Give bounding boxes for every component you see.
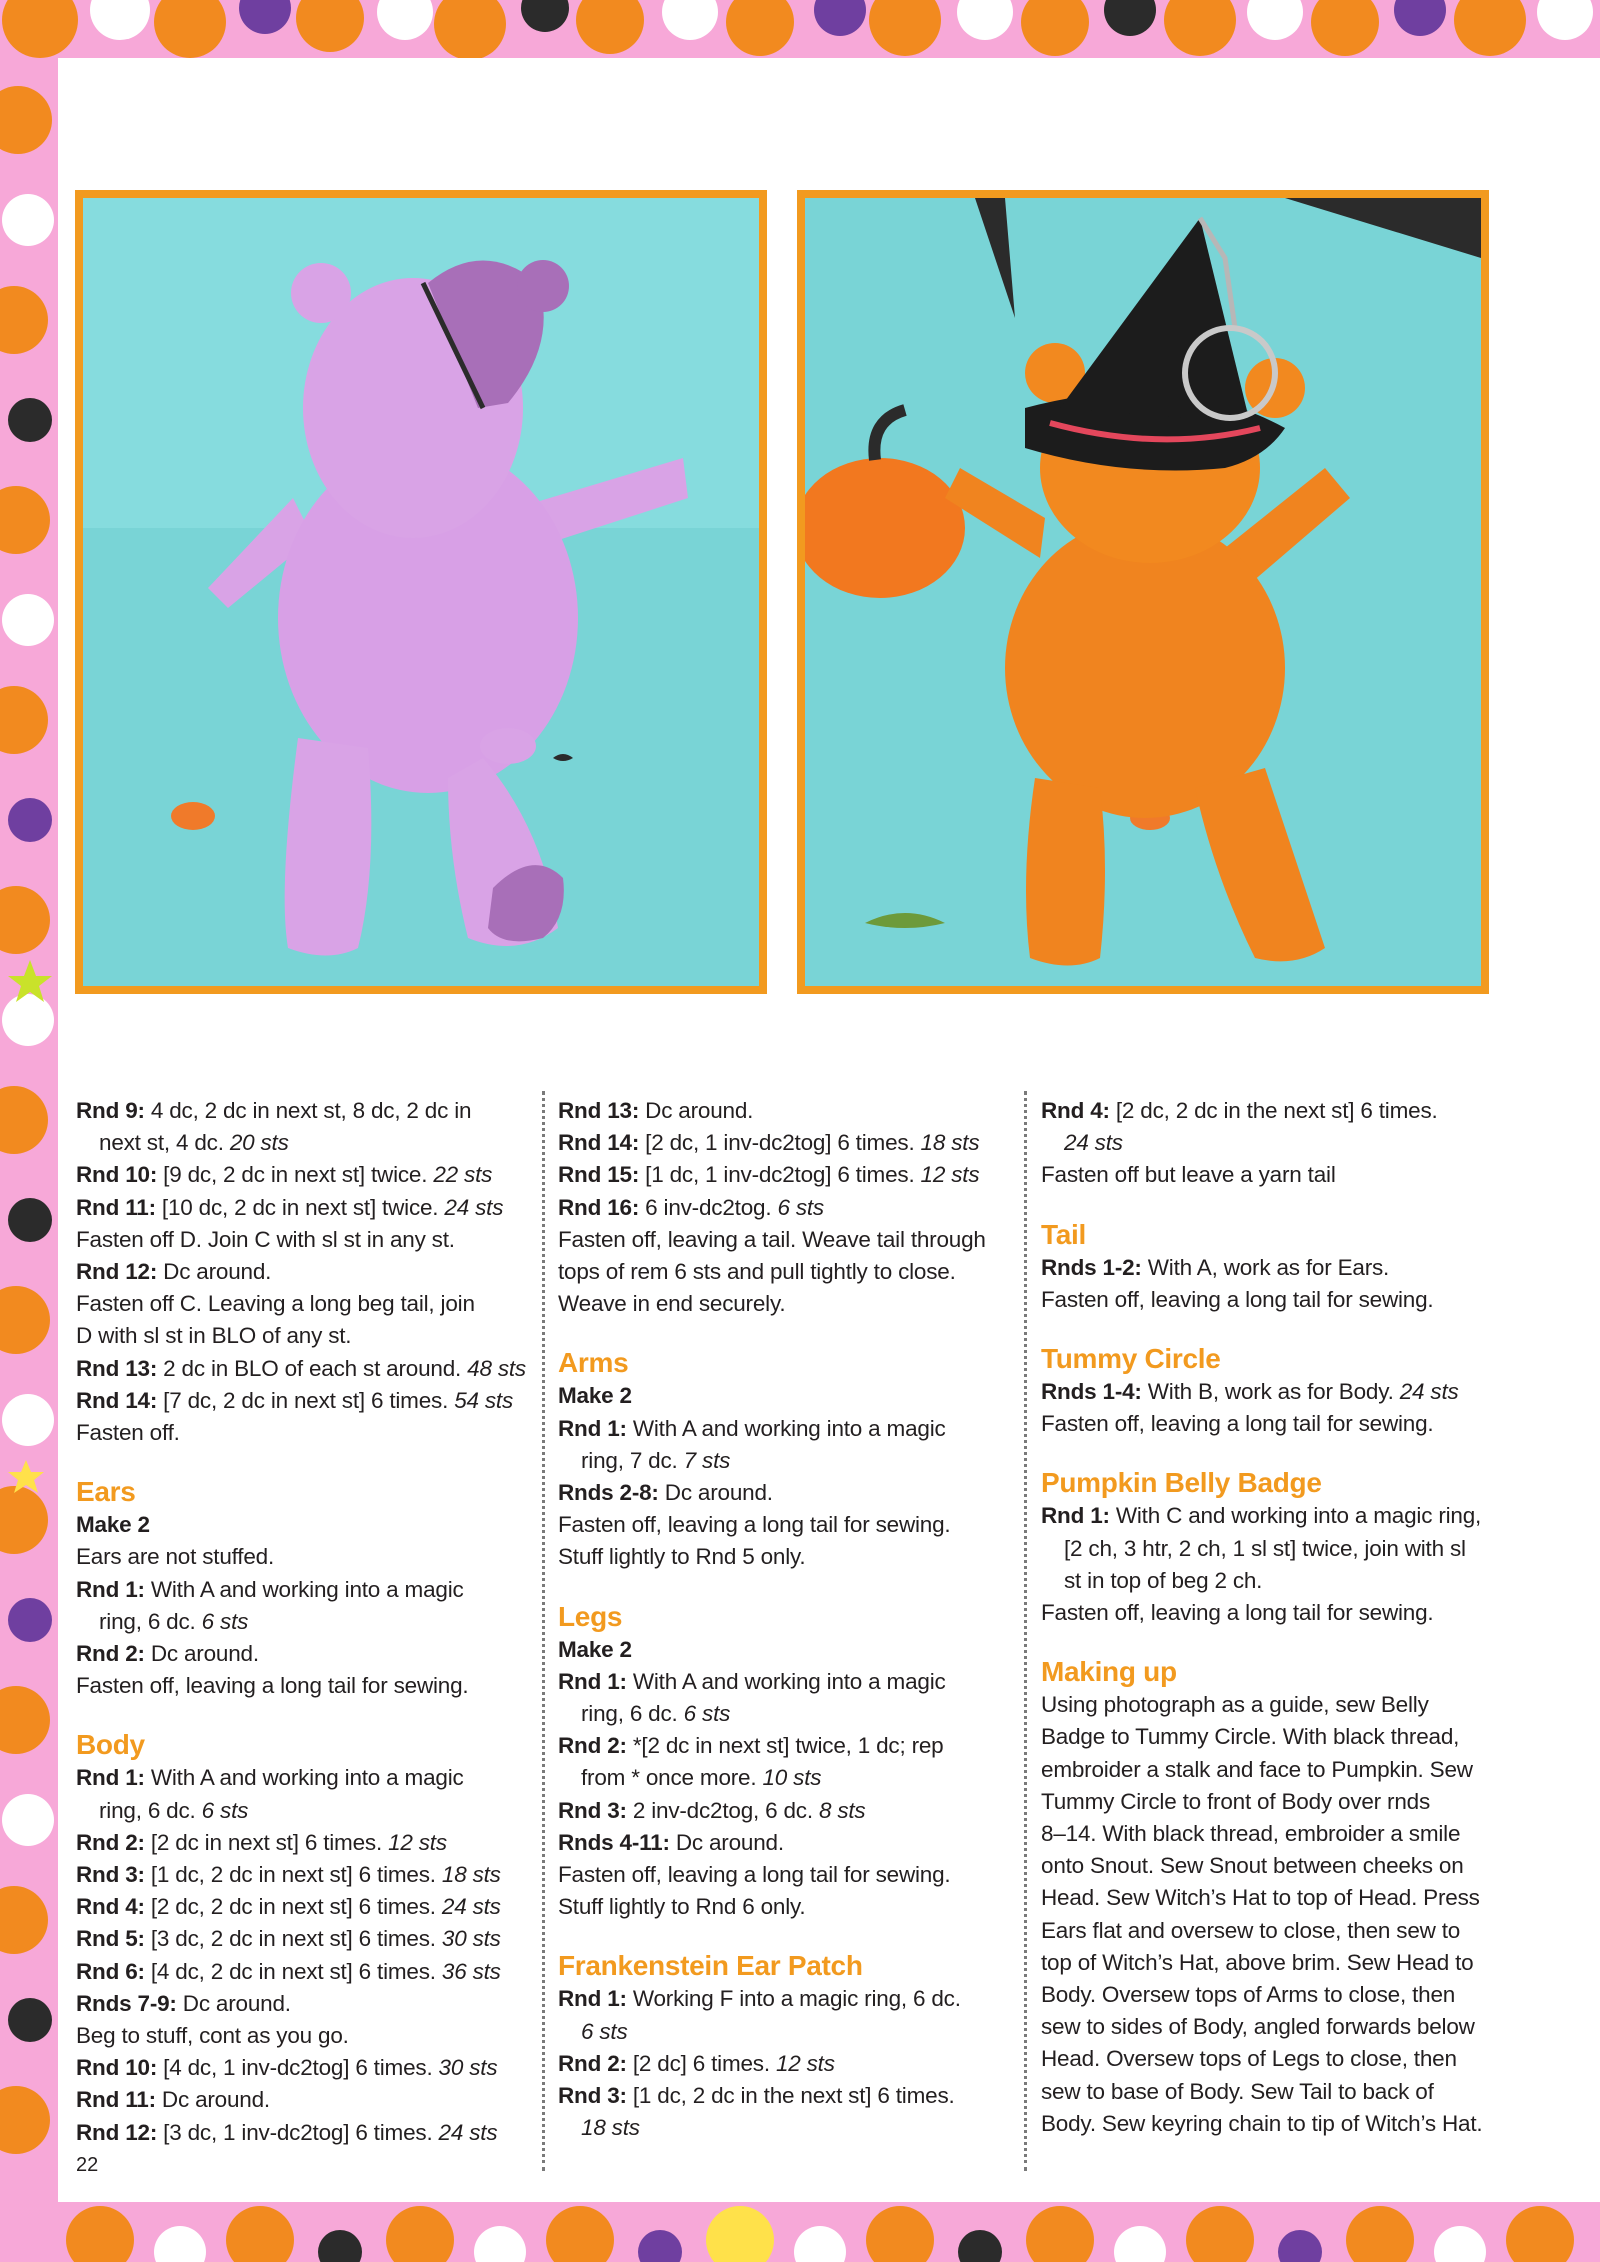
instruction-text: Head. Sew Witch’s Hat to top of Head. Press (1041, 1885, 1480, 1911)
round-label: Rnd 16: (558, 1194, 640, 1220)
section-heading: Pumpkin Belly Badge (1041, 1467, 1322, 1499)
section-heading: Arms (558, 1347, 629, 1379)
stitch-count: 36 sts (441, 1958, 501, 1984)
instruction-continuation (76, 1606, 531, 1638)
round-text: With A and working into a magic (626, 1415, 946, 1441)
round-instruction (76, 1956, 531, 1988)
instruction-text: Weave in end securely. (558, 1291, 786, 1317)
stitch-count: 12 sts (920, 1162, 980, 1188)
round-text: With A and working into a magic (626, 1668, 946, 1694)
round-instruction (558, 1477, 1013, 1509)
round-instruction (558, 1095, 1013, 1127)
section-heading: Tail (1041, 1218, 1086, 1250)
round-instruction (76, 1923, 531, 1955)
instruction-text: Stuff lightly to Rnd 6 only. (558, 1894, 806, 1920)
round-instruction (558, 2080, 1013, 2112)
instruction-continuation (76, 1127, 531, 1159)
round-text: Dc around. (639, 1098, 754, 1123)
instruction-text: Tummy Circle to front of Body over rnds (1041, 1788, 1430, 1814)
round-label: Rnd 1: (558, 1986, 627, 2012)
instruction-continuation (558, 1762, 1013, 1794)
round-instruction (76, 1827, 531, 1859)
round-label: Rnd 10: (76, 1162, 158, 1188)
round-label: Rnds 1-2: (1041, 1254, 1142, 1280)
round-text: Working F into a magic ring, 6 dc. (626, 1986, 961, 2012)
round-instruction (76, 1256, 531, 1288)
round-instruction (76, 1891, 531, 1923)
round-instruction (76, 2052, 531, 2084)
make-count: Make 2 (76, 1512, 150, 1538)
instruction-text: tops of rem 6 sts and pull tightly to close. (558, 1259, 956, 1285)
round-label: Rnd 1: (1041, 1503, 1110, 1529)
round-instruction (558, 2048, 1013, 2080)
instruction-text: Stuff lightly to Rnd 5 only. (558, 1544, 806, 1570)
round-text: next st, 4 dc. (99, 1130, 230, 1156)
instruction-text: Fasten off D. Join C with sl st in any st. (76, 1226, 455, 1252)
instruction-text: embroider a stalk and face to Pumpkin. Sew (1041, 1756, 1473, 1782)
round-instruction (76, 2117, 531, 2149)
stitch-count: 48 sts (467, 1355, 526, 1381)
instruction-text: Badge to Tummy Circle. With black thread, (1041, 1724, 1460, 1750)
round-instruction (76, 1638, 531, 1670)
stitch-count: 54 sts (454, 1387, 514, 1413)
stitch-count: 24 sts (444, 1194, 504, 1220)
stitch-count: 8 sts (818, 1797, 866, 1823)
round-label: Rnd 13: (558, 1098, 640, 1123)
instruction-text: Fasten off, leaving a long tail for sewing. (558, 1512, 951, 1538)
instruction-continuation (558, 1698, 1013, 1730)
round-instruction (558, 1127, 1013, 1159)
instruction-text: Ears flat and oversew to close, then sew to (1041, 1917, 1461, 1943)
round-text: ring, 6 dc. (99, 1608, 202, 1634)
round-instruction (76, 1859, 531, 1891)
instruction-text: Fasten off C. Leaving a long beg tail, join (76, 1291, 475, 1317)
round-text: [2 dc in next st] 6 times. (144, 1829, 389, 1855)
photo-purple-bear (75, 190, 767, 994)
stitch-count: 24 sts (1064, 1130, 1123, 1156)
stitch-count: 20 sts (229, 1130, 289, 1156)
round-text: Dc around. (176, 1990, 291, 2016)
round-text: 2 dc in BLO of each st around. (157, 1355, 468, 1381)
round-label: Rnd 3: (558, 2083, 627, 2109)
instruction-continuation (1041, 1127, 1496, 1159)
round-text: st in top of beg 2 ch. (1064, 1567, 1263, 1593)
instructions-column-2 (558, 1095, 1013, 2144)
round-text: With A, work as for Ears. (1141, 1254, 1390, 1280)
round-text: [2 dc, 2 dc in the next st] 6 times. (1109, 1098, 1438, 1123)
stitch-count: 7 sts (683, 1447, 731, 1473)
round-label: Rnd 5: (76, 1926, 145, 1952)
round-text: ring, 6 dc. (581, 1701, 684, 1727)
round-text: With A and working into a magic (144, 1576, 464, 1602)
round-text: Dc around. (144, 1641, 259, 1667)
round-text: [1 dc, 2 dc in next st] 6 times. (144, 1862, 442, 1888)
instruction-text: Fasten off, leaving a long tail for sewing. (76, 1673, 469, 1699)
instruction-text: Fasten off, leaving a long tail for sewing. (558, 1862, 951, 1888)
section-heading: Legs (558, 1600, 623, 1632)
stitch-count: 6 sts (201, 1608, 249, 1634)
round-text: [2 dc] 6 times. (626, 2050, 776, 2076)
round-text: With B, work as for Body. (1141, 1379, 1400, 1405)
round-label: Rnd 1: (76, 1576, 145, 1602)
round-text: [2 ch, 3 htr, 2 ch, 1 sl st] twice, join with sl (1064, 1535, 1466, 1561)
round-label: Rnd 1: (76, 1765, 145, 1791)
section-heading: Body (76, 1729, 145, 1761)
round-instruction (1041, 1500, 1496, 1532)
stitch-count: 24 sts (1399, 1379, 1459, 1405)
instruction-text: Fasten off, leaving a long tail for sewing. (1041, 1411, 1434, 1437)
round-instruction (558, 1159, 1013, 1191)
instruction-continuation (1041, 1565, 1496, 1597)
round-text: Dc around. (669, 1829, 784, 1855)
instructions-column-3 (1041, 1095, 1496, 2140)
round-label: Rnd 2: (558, 2050, 627, 2076)
round-text: [4 dc, 2 dc in next st] 6 times. (144, 1958, 442, 1984)
instruction-continuation (1041, 1533, 1496, 1565)
section-heading: Tummy Circle (1041, 1343, 1221, 1375)
round-text: 2 inv-dc2tog, 6 dc. (626, 1797, 819, 1823)
round-text: from * once more. (581, 1765, 763, 1791)
make-count: Make 2 (558, 1636, 632, 1662)
round-label: Rnd 14: (76, 1387, 158, 1413)
round-instruction (76, 1095, 531, 1127)
round-label: Rnd 3: (76, 1862, 145, 1888)
round-label: Rnds 4-11: (558, 1829, 670, 1855)
round-text: With C and working into a magic ring, (1109, 1503, 1482, 1529)
round-text: 6 inv-dc2tog. (639, 1194, 778, 1220)
round-instruction (76, 1762, 531, 1794)
instruction-continuation (558, 1445, 1013, 1477)
round-instruction (1041, 1252, 1496, 1284)
round-label: Rnd 12: (76, 1259, 158, 1285)
stitch-count: 10 sts (762, 1765, 822, 1791)
round-label: Rnds 1-4: (1041, 1379, 1142, 1405)
photo-orange-bear-witch-hat (797, 190, 1489, 994)
stitch-count: 6 sts (777, 1194, 824, 1220)
instruction-text: sew to sides of Body, angled forwards below (1041, 2014, 1475, 2040)
round-label: Rnd 10: (76, 2055, 158, 2081)
round-label: Rnd 14: (558, 1130, 640, 1156)
instruction-text: Head. Oversew tops of Legs to close, then (1041, 2046, 1457, 2072)
round-label: Rnd 11: (76, 2087, 156, 2113)
instruction-continuation (558, 2112, 1013, 2144)
round-text: Dc around. (157, 1259, 272, 1285)
round-label: Rnd 11: (76, 1194, 156, 1220)
round-instruction (76, 1574, 531, 1606)
instruction-text: top of Witch’s Hat, above brim. Sew Head to (1041, 1949, 1474, 1975)
round-text: [2 dc, 2 dc in next st] 6 times. (144, 1894, 442, 1920)
stitch-count: 24 sts (438, 2119, 498, 2145)
round-instruction (76, 1159, 531, 1191)
instruction-text: 8–14. With black thread, embroider a smile (1041, 1821, 1461, 1847)
round-instruction (558, 1795, 1013, 1827)
round-instruction (76, 1192, 531, 1224)
stitch-count: 24 sts (441, 1894, 501, 1920)
round-text: [3 dc, 1 inv-dc2tog] 6 times. (157, 2119, 439, 2145)
round-instruction (558, 1827, 1013, 1859)
section-heading: Frankenstein Ear Patch (558, 1950, 863, 1982)
round-label: Rnd 9: (76, 1098, 145, 1123)
stitch-count: 12 sts (388, 1829, 447, 1855)
instruction-text: Fasten off, leaving a long tail for sewing. (1041, 1600, 1434, 1626)
round-text: [4 dc, 1 inv-dc2tog] 6 times. (157, 2055, 439, 2081)
instruction-text: D with sl st in BLO of any st. (76, 1323, 352, 1349)
stitch-count: 30 sts (441, 1926, 501, 1952)
stitch-count: 6 sts (201, 1797, 249, 1823)
round-text: [9 dc, 2 dc in next st] twice. (157, 1162, 434, 1188)
instruction-text: onto Snout. Sew Snout between cheeks on (1041, 1853, 1464, 1879)
round-label: Rnd 2: (558, 1733, 627, 1759)
stitch-count: 18 sts (920, 1130, 980, 1156)
round-text: [7 dc, 2 dc in next st] 6 times. (157, 1387, 455, 1413)
round-instruction (76, 1988, 531, 2020)
instruction-text: Fasten off but leave a yarn tail (1041, 1162, 1336, 1188)
instruction-continuation (558, 2016, 1013, 2048)
round-text: With A and working into a magic (144, 1765, 464, 1791)
round-label: Rnd 3: (558, 1797, 627, 1823)
round-instruction (1041, 1095, 1496, 1127)
round-label: Rnd 15: (558, 1162, 640, 1188)
round-text: [1 dc, 2 dc in the next st] 6 times. (626, 2083, 955, 2109)
round-text: Dc around. (155, 2087, 270, 2113)
stitch-count: 6 sts (683, 1701, 731, 1727)
stitch-count: 18 sts (441, 1862, 501, 1888)
instruction-text: Body. Oversew tops of Arms to close, then (1041, 1982, 1456, 2008)
stitch-count: 12 sts (775, 2050, 835, 2076)
round-label: Rnd 2: (76, 1829, 145, 1855)
column-divider (542, 1091, 545, 2171)
round-text: *[2 dc in next st] twice, 1 dc; rep (626, 1733, 944, 1759)
round-label: Rnd 13: (76, 1355, 158, 1381)
page-number: 22 (76, 2154, 99, 2176)
instruction-text: Beg to stuff, cont as you go. (76, 2023, 349, 2049)
round-text: [3 dc, 2 dc in next st] 6 times. (144, 1926, 442, 1952)
instruction-text: Ears are not stuffed. (76, 1544, 275, 1570)
section-heading: Ears (76, 1476, 136, 1508)
make-count: Make 2 (558, 1383, 632, 1409)
instruction-text: Using photograph as a guide, sew Belly (1041, 1692, 1429, 1718)
round-instruction (76, 1353, 531, 1385)
round-label: Rnd 2: (76, 1641, 145, 1667)
round-instruction (76, 1385, 531, 1417)
round-label: Rnd 4: (76, 1894, 145, 1920)
instruction-text: Fasten off, leaving a long tail for sewing. (1041, 1286, 1434, 1312)
round-text: ring, 6 dc. (99, 1797, 202, 1823)
round-instruction (558, 1413, 1013, 1445)
column-divider (1024, 1091, 1027, 2171)
instruction-text: sew to base of Body. Sew Tail to back of (1041, 2078, 1434, 2104)
stitch-count: 18 sts (581, 2115, 640, 2141)
round-label: Rnd 4: (1041, 1098, 1110, 1123)
round-label: Rnds 2-8: (558, 1480, 659, 1506)
round-text: Dc around. (658, 1480, 773, 1506)
stitch-count: 30 sts (438, 2055, 498, 2081)
round-instruction (1041, 1376, 1496, 1408)
instructions-column-1 (76, 1095, 531, 2149)
round-instruction (558, 1730, 1013, 1762)
round-text: [1 dc, 1 inv-dc2tog] 6 times. (639, 1162, 921, 1188)
round-label: Rnds 7-9: (76, 1990, 177, 2016)
page (58, 58, 1600, 2202)
stitch-count: 22 sts (433, 1162, 493, 1188)
round-text: ring, 7 dc. (581, 1447, 684, 1473)
section-heading: Making up (1041, 1656, 1177, 1688)
round-text: 4 dc, 2 dc in next st, 8 dc, 2 dc in (144, 1098, 472, 1123)
round-instruction (558, 1666, 1013, 1698)
round-label: Rnd 1: (558, 1415, 627, 1441)
round-label: Rnd 1: (558, 1668, 627, 1694)
instruction-text: Fasten off, leaving a tail. Weave tail through (558, 1226, 986, 1252)
round-text: [10 dc, 2 dc in next st] twice. (155, 1194, 445, 1220)
round-label: Rnd 6: (76, 1958, 145, 1984)
round-instruction (76, 2084, 531, 2116)
instruction-text: Body. Sew keyring chain to tip of Witch’s Hat. (1041, 2110, 1483, 2136)
round-text: [2 dc, 1 inv-dc2tog] 6 times. (639, 1130, 921, 1156)
round-instruction (558, 1983, 1013, 2015)
round-instruction (558, 1192, 1013, 1224)
instruction-continuation (76, 1795, 531, 1827)
instruction-text: Fasten off. (76, 1420, 180, 1446)
stitch-count: 6 sts (581, 2018, 628, 2044)
round-label: Rnd 12: (76, 2119, 158, 2145)
